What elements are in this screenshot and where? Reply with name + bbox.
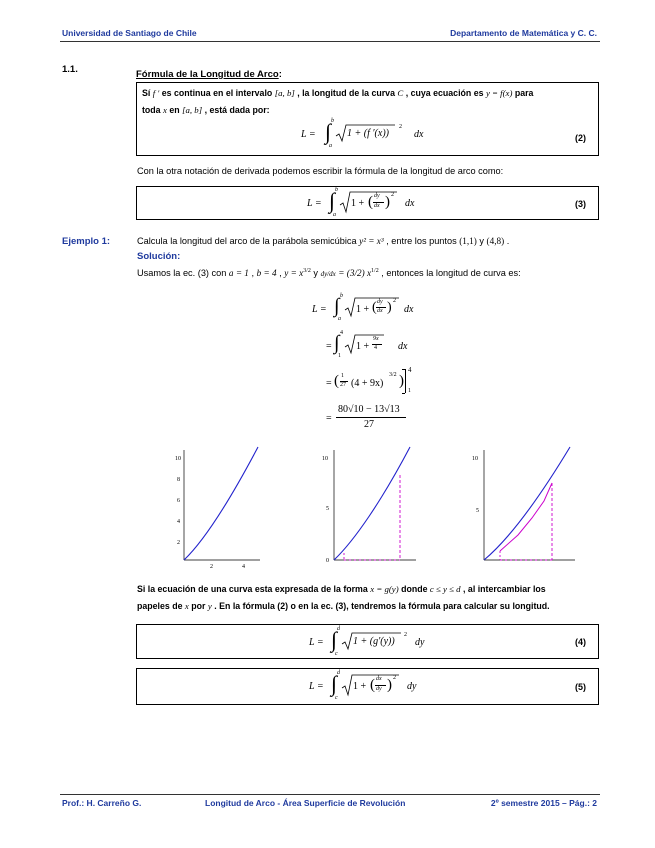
example-usamos: Usamos la ec. (3) con a = 1 , b = 4 , $y = x^{3/2}$ y dy/dx = (3/2) $x^{1/2}$ , entonces la longitud de curva es: <box>137 268 521 279</box>
formula-5: L = ∫ d c 1 + ( dx dy ) 2 dy <box>309 670 417 701</box>
eq-number-2: (2) <box>575 133 586 143</box>
y-tick-label: 10 <box>175 456 181 462</box>
arc-length-derivation: L = ∫ b a 1 + ( dy dx ) 2 dx = ∫ 4 1 1 + 9x 4 dx = ( 1 27 (4 + 9x) 3/2 ) 4 1 = 80√10 − 13√13 27 <box>312 293 414 430</box>
y-tick-label: 8 <box>177 477 180 483</box>
y-tick-label: 10 <box>322 456 328 462</box>
formula-2: L = ∫ b a 1 + (f ′(x)) 2 dx <box>301 118 424 149</box>
example-label: Ejemplo 1: <box>62 236 111 247</box>
polygonal-approximation <box>500 483 552 551</box>
footer-rule <box>60 794 600 795</box>
xgy-paragraph-line2: papeles de x por y . En la fórmula (2) o en la ec. (3), tendremos la fórmula para calcular su longitud. <box>137 601 550 611</box>
y-tick-label: 5 <box>476 508 479 514</box>
y-tick-label: 4 <box>177 519 180 525</box>
header-department: Departamento de Matemática y C. C. <box>450 28 597 38</box>
footer-page: 2º semestre 2015 – Pág.: 2 <box>490 798 597 808</box>
eq-number-4: (4) <box>575 637 586 647</box>
section-number: 1.1. <box>62 64 78 75</box>
xgy-paragraph-line1: Si la ecuación de una curva esta expresada de la forma x = g(y) donde c ≤ y ≤ d , al intercambiar los <box>137 584 546 594</box>
example-statement: Calcula la longitud del arco de la parábola semicúbica y² = x³ , entre los puntos (1,1) y (4,8) . <box>137 236 510 246</box>
x-tick-label: 2 <box>210 564 213 570</box>
curve-semicubic <box>484 447 570 560</box>
formula-box-5 <box>136 668 599 705</box>
box1-line1: Sí f ′ es continua en el intervalo [a, b] , la longitud de la curva C , cuya ecuación es y = f(x) para <box>142 88 534 98</box>
footer-author: Prof.: H. Carreño G. <box>62 798 142 808</box>
formula-box-3 <box>136 186 599 220</box>
y-tick-label: 0 <box>326 558 329 564</box>
y-tick-label: 2 <box>177 540 180 546</box>
y-tick-label: 6 <box>177 498 180 504</box>
solution-label: Solución: <box>137 251 181 262</box>
formula-box-4 <box>136 624 599 659</box>
y-tick-label: 10 <box>472 456 478 462</box>
section-heading: Fórmula de la Longitud de Arco: <box>136 69 282 80</box>
header-institution: Universidad de Santiago de Chile <box>62 28 197 38</box>
formula-box-2 <box>136 82 599 156</box>
box1-line2: toda x en [a, b] , está dada por: <box>142 105 270 115</box>
curve-semicubic <box>184 447 258 560</box>
footer-topic: Longitud de Arco - Área Superficie de Revolución <box>205 798 406 808</box>
y-tick-label: 5 <box>326 506 329 512</box>
eq-number-5: (5) <box>575 682 586 692</box>
plot-3 <box>470 445 580 570</box>
header-rule <box>60 41 600 42</box>
plot-1 <box>170 445 265 570</box>
formula-4: L = ∫ d c 1 + (g′(y)) 2 dy <box>309 626 425 657</box>
x-tick-label: 4 <box>242 564 245 570</box>
plot-2 <box>320 445 420 570</box>
curve-semicubic <box>334 447 410 560</box>
other-notation-text: Con la otra notación de derivada podemos escribir la fórmula de la longitud de arco como: <box>137 166 504 176</box>
eq-number-3: (3) <box>575 199 586 209</box>
section-title: Fórmula de la Longitud de Arco <box>136 69 279 80</box>
formula-3: L = ∫ b a 1 + ( dy dx ) 2 dx <box>307 187 415 218</box>
